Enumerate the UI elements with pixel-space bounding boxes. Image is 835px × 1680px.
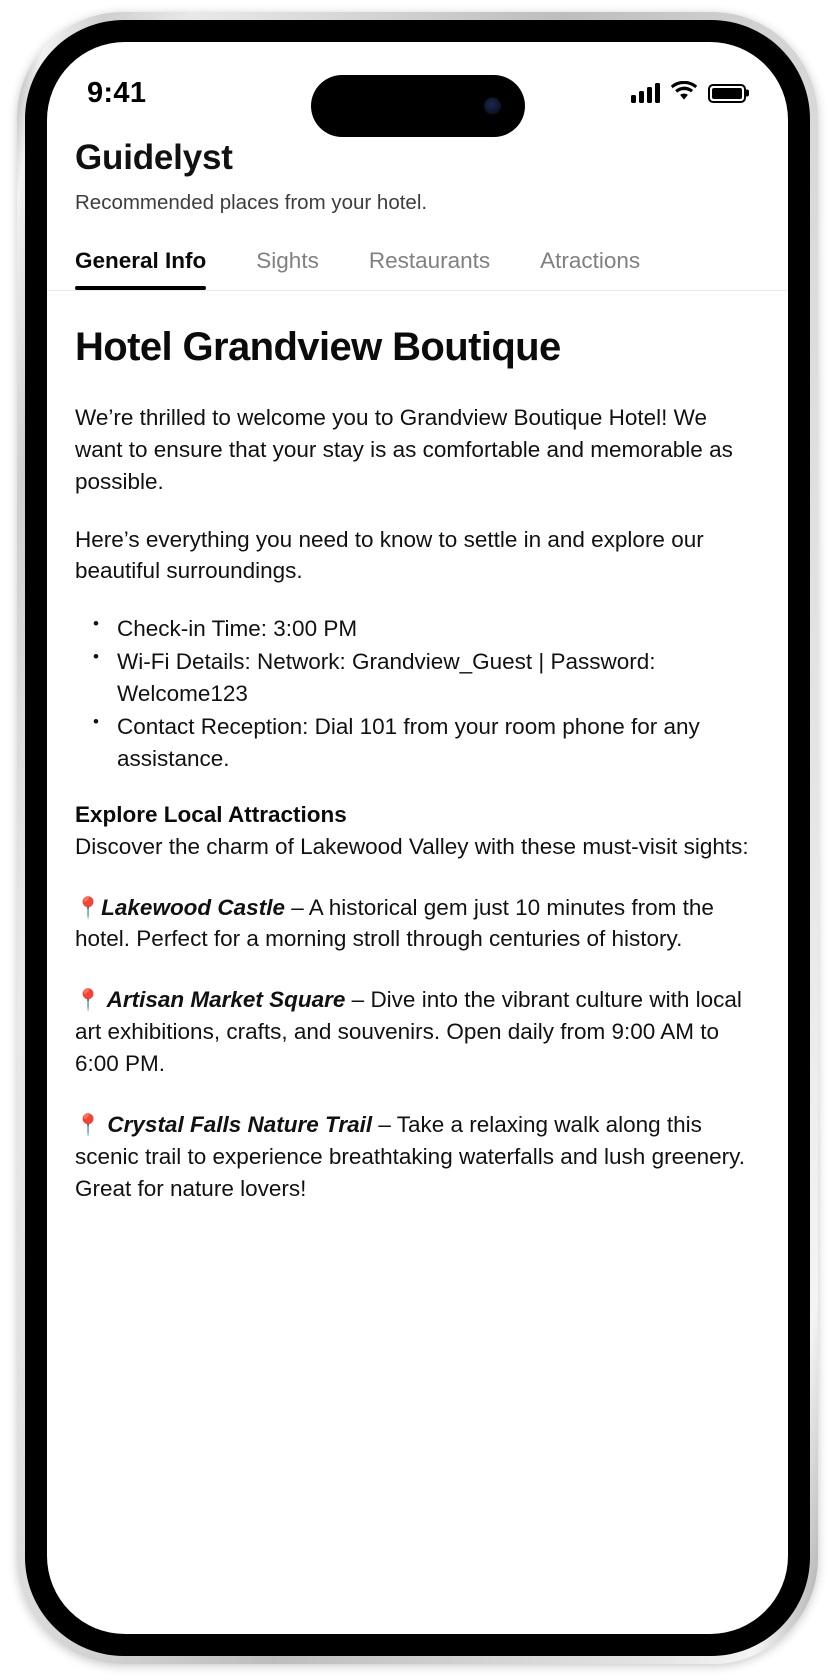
tab-sights[interactable]: Sights (256, 247, 319, 273)
article-content (47, 291, 788, 1205)
attractions-heading: Explore Local Attractions (75, 802, 347, 828)
place-name: Crystal Falls Nature Trail (101, 1112, 373, 1138)
location-pin-icon: 📍 (75, 1114, 102, 1138)
place-name: Artisan Market Square (101, 987, 346, 1013)
place-entry (75, 892, 756, 956)
list-item: • Contact Reception: Dial 101 from your room phone for any assistance. (90, 711, 756, 775)
status-time: 9:41 (87, 76, 147, 109)
tab-general-info[interactable]: General Info (75, 248, 206, 290)
place-description: Dive into the vibrant culture with local art exhibitions, crafts, and souvenirs. Open daily from 9:00 AM to 6:00 PM. (75, 987, 742, 1077)
page-title: Guidelyst (75, 138, 233, 177)
phone-bezel (25, 20, 810, 1656)
tab-restaurants[interactable]: Restaurants (368, 247, 491, 273)
battery-full-icon (708, 84, 746, 103)
info-bullet-list (75, 613, 756, 775)
attractions-intro: Discover the charm of Lakewood Valley with these must-visit sights: (75, 833, 749, 859)
article-title: Hotel Grandview Boutique (75, 324, 561, 369)
place-separator: – (372, 1112, 397, 1138)
cellular-signal-icon (631, 83, 660, 103)
place-entry (75, 1109, 756, 1205)
status-icons (631, 81, 746, 106)
intro-paragraph: We’re thrilled to welcome you to Grandview Boutique Hotel! We want to ensure that your stay is as comfortable and memorable as possible. (75, 404, 733, 494)
dynamic-island (311, 75, 525, 137)
tab-atractions[interactable]: Atractions (540, 247, 641, 273)
list-item: • Check-in Time: 3:00 PM (90, 613, 756, 645)
place-entry (75, 984, 756, 1080)
wifi-icon (671, 81, 697, 106)
place-description: Take a relaxing walk along this scenic trail to experience breathtaking waterfalls and lush greenery. Great for nature lovers! (75, 1112, 745, 1202)
location-pin-icon: 📍 (75, 989, 102, 1013)
app-header (47, 138, 788, 217)
page-subtitle: Recommended places from your hotel. (75, 191, 428, 215)
list-item: • Wi-Fi Details: Network: Grandview_Guest | Password: Welcome123 (90, 646, 756, 710)
location-pin-icon: 📍 (75, 896, 102, 920)
front-camera-icon (484, 98, 501, 115)
place-separator: – (345, 987, 371, 1013)
place-description: A historical gem just 10 minutes from the hotel. Perfect for a morning stroll through centuries of history. (75, 894, 714, 952)
phone-screen (47, 42, 788, 1634)
place-separator: – (284, 894, 309, 920)
phone-frame (17, 12, 818, 1664)
tab-bar (47, 217, 788, 291)
place-name: Lakewood Castle (101, 894, 285, 920)
second-paragraph: Here’s everything you need to know to settle in and explore our beautiful surroundings. (75, 526, 704, 584)
